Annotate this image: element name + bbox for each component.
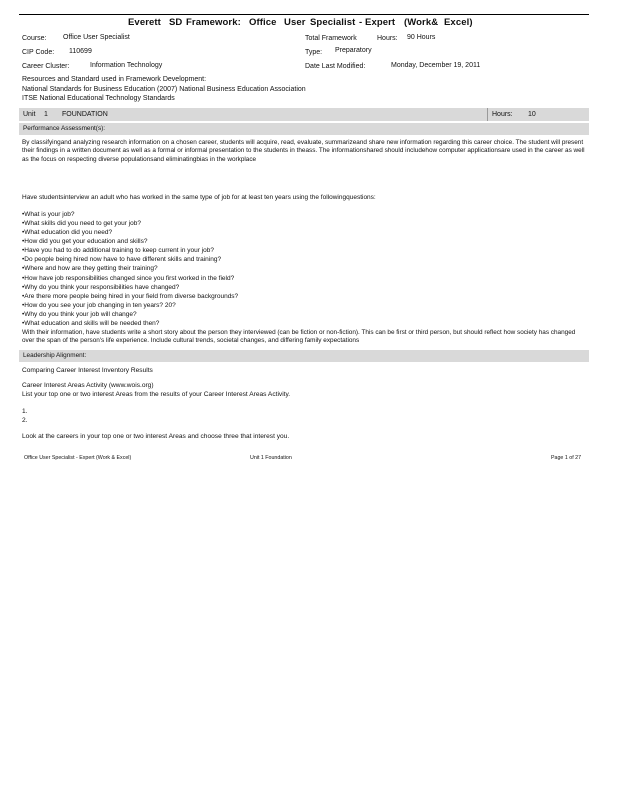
title-part-1: Office (249, 17, 277, 28)
list-item-2: 2. (22, 417, 28, 424)
unit-hours-label: Hours: (492, 111, 513, 118)
top-rule (19, 14, 589, 15)
date-modified-label: Date Last Modified: (305, 63, 366, 70)
resources-heading: Resources and Standard used in Framework Development: (22, 76, 207, 83)
story-paragraph: With their information, have students write a short story about the person they interviewed (can be fiction or non-fiction). This can be first or third person, but should reflect how society has changed over the span of the person's life experience. Include cultural trends, societal changes, and differing family expectations (22, 329, 576, 345)
title-part-3: Specialist (310, 17, 356, 28)
career-cluster-label: Career Cluster: (22, 63, 70, 70)
cip-value: 110699 (69, 48, 92, 55)
list-item: •Why do you think your responsibilities have changed? (22, 284, 180, 291)
title-part-4: - Expert (359, 17, 396, 28)
leadership-label: Leadership Alignment: (23, 352, 87, 359)
type-label: Type: (305, 49, 323, 56)
footer-page-number: Page 1 of 27 (551, 455, 582, 461)
title-part-6: Excel) (444, 17, 473, 28)
list-item: •How have job responsibilities changed since you first worked in the field? (22, 275, 235, 282)
date-modified-value: Monday, December 19, 2011 (391, 62, 481, 69)
cip-label: CIP Code: (22, 49, 55, 56)
title-sd: SD (169, 17, 183, 28)
title-part-5: (Work& (404, 17, 439, 28)
list-item: •What education and skills will be needed then? (22, 320, 160, 327)
unit-number: 1 (44, 111, 48, 118)
list-item-1: 1. (22, 408, 28, 415)
hours-label: Hours: (377, 35, 398, 42)
leadership-line-2: Career Interest Areas Activity (www.wois.org) (22, 382, 154, 389)
type-value: Preparatory (335, 47, 372, 54)
footer-unit: Unit 1 Foundation (250, 455, 292, 461)
leadership-bar (19, 350, 589, 362)
list-item: •How do you see your job changing in ten years? 20? (22, 302, 176, 309)
list-item: •Why do you think your job will change? (22, 311, 137, 318)
leadership-line-3: List your top one or two interest Areas from the results of your Career Interest Areas Activity. (22, 391, 291, 398)
unit-hours-value: 10 (528, 111, 536, 118)
list-item: •Do people being hired now have to have different skills and training? (22, 256, 222, 263)
list-item: •Have you had to do additional training to keep current in your job? (22, 247, 214, 254)
list-item: •Where and how are they getting their training? (22, 265, 158, 272)
assessment-paragraph: By classifyingand analyzing research information on a chosen career, students will acquire, read, evaluate, summarizeand share new information regarding this career choice. The student will present their findings in a written document as well as a formal or informal presentation to the students in theass. The informationshared should includehow computer applicationsare used in the career as well as the focus on respecting diverse populationsand eliminatingbias in the workplace (22, 139, 585, 163)
performance-label: Performance Assessment(s): (23, 125, 106, 132)
title-part-2: User (284, 17, 306, 28)
interview-intro: Have studentsinterview an adult who has worked in the same type of job for at least ten years using the followingquestions: (22, 194, 376, 201)
list-item: •How did you get your education and skills? (22, 238, 148, 245)
list-item: •What education did you need? (22, 229, 113, 236)
leadership-line-1: Comparing Career Interest Inventory Results (22, 367, 153, 374)
career-cluster-value: Information Technology (90, 62, 163, 69)
resources-standard-1: National Standards for Business Education (2007) National Business Education Association (22, 86, 306, 93)
unit-label: Unit (23, 111, 36, 118)
course-value: Office User Specialist (63, 34, 130, 41)
footer-course: Office User Specialist - Expert (Work & Excel) (24, 455, 132, 461)
list-item: •What skills did you need to get your job? (22, 220, 141, 227)
title-district: Everett (128, 17, 161, 28)
leadership-line-4: Look at the careers in your top one or two interest Areas and choose three that interest you. (22, 433, 290, 440)
unit-bar-divider (487, 108, 488, 121)
hours-value: 90 Hours (407, 34, 436, 41)
list-item: •Are there more people being hired in your field from diverse backgrounds? (22, 293, 239, 300)
unit-name: FOUNDATION (62, 111, 108, 118)
total-framework-label: Total Framework (305, 35, 357, 42)
list-item: •What is your job? (22, 211, 75, 218)
resources-standard-2: ITSE National Educational Technology Standards (22, 95, 175, 102)
course-label: Course: (22, 35, 47, 42)
title-framework: Framework: (186, 17, 241, 28)
